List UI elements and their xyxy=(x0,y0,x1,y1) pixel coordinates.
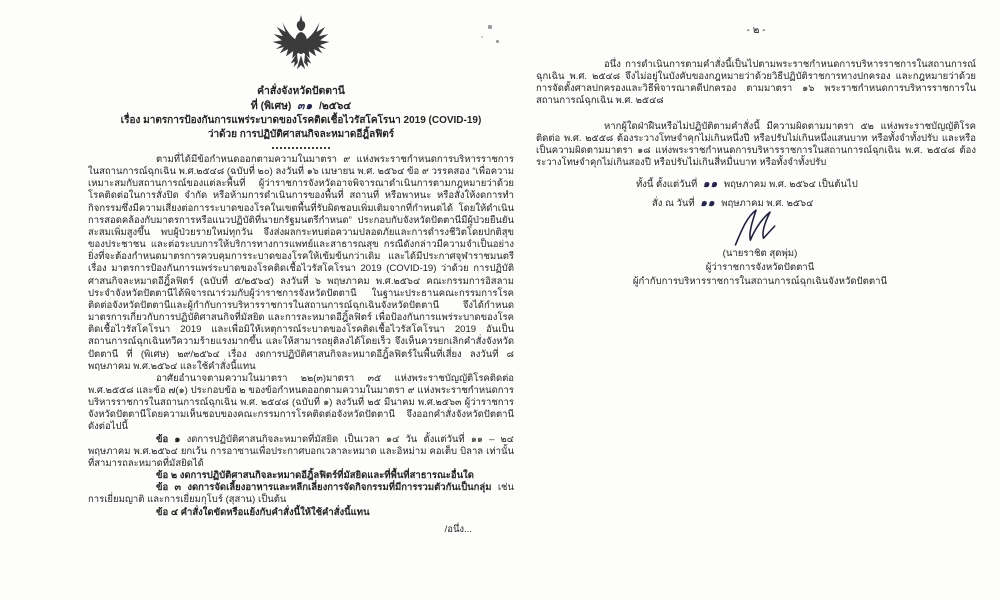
clause-2 xyxy=(88,470,514,482)
signature-ink xyxy=(728,207,784,249)
page-continuation-mark: /อนึ่ง... xyxy=(444,523,472,535)
order-subtitle: ว่าด้วย การปฏิบัติศาสนกิจละหมาดอีฎิ้ลฟิตร์ xyxy=(207,129,395,140)
paragraph-penalty: หากผู้ใดฝ่าฝืนหรือไม่ปฏิบัติตามคำสั่งนี้ มีความผิดตามมาตรา ๕๒ แห่งพระราชบัญญัติโรคติดต่อ พ.ศ. ๒๕๕๘ ต้องระวางโทษจำคุกไม่เกินหนึ่งปี หรือปรับไม่เกินหนึ่งแสนบาท หรือทั้งจำทั้งปรับ และหรือเป็นความผิดตามมาตรา ๑๘ แห่งพระราชกำหนดการบริหารราชการในสถานการณ์ฉุกเฉิน พ.ศ. ๒๕๔๘ ต้องระวางโทษจำคุกไม่เกินสองปี หรือปรับไม่เกินสี่หมื่นบาท หรือทั้งจำทั้งปรับ xyxy=(536,120,976,169)
clause-1 xyxy=(88,434,514,470)
effective-date-prefix: ทั้งนี้ ตั้งแต่วันที่ xyxy=(636,179,698,191)
clause-3-continuation: เช่น การเยี่ยมญาติ และการเยี่ยมกุโบร์ (สุสาน) เป็นต้น xyxy=(88,482,515,506)
order-date-suffix: พฤษภาคม พ.ศ. ๒๕๖๔ xyxy=(721,198,814,210)
handwritten-effective-day: ๑๑ xyxy=(702,178,719,191)
signature-block xyxy=(610,211,910,301)
order-number-suffix: /๒๕๖๔ xyxy=(319,101,352,112)
page2-body xyxy=(536,59,976,211)
dotted-separator xyxy=(272,147,330,149)
order-number-line xyxy=(88,99,514,114)
clause-4-label: ข้อ ๔ xyxy=(156,506,179,518)
order-title-text: คำสั่งจังหวัดปัตตานี xyxy=(257,86,345,97)
clause-2-label: ข้อ ๒ xyxy=(156,470,178,482)
document-page-1 xyxy=(88,6,514,537)
clause-4-text: คำสั่งใดขัดหรือแย้งกับคำสั่งนี้ให้ใช้คำสั่งนี้แทน xyxy=(180,506,370,518)
paragraph-legal-note: อนึ่ง การดำเนินการตามคำสั่งนี้เป็นไปตามพระราชกำหนดการบริหารราชการในสถานการณ์ฉุกเฉิน พ.ศ. ๒๕๔๘ จึงไม่อยู่ในบังคับของกฎหมายว่าด้วยวิธีปฏิบัติราชการทางปกครอง และกฎหมายว่าด้วยการจัดตั้งศาลปกครองและวิธีพิจารณาคดีปกครอง ตามมาตรา ๑๖ พระราชกำหนดการบริหารราชการในสถานการณ์ฉุกเฉิน พ.ศ. ๒๕๔๘ xyxy=(536,59,976,107)
order-date-prefix: สั่ง ณ วันที่ xyxy=(652,198,695,210)
clause-3 xyxy=(88,482,514,506)
effective-date-line xyxy=(536,178,976,191)
paragraph-preamble: ตามที่ได้มีข้อกำหนดออกตามความในมาตรา ๙ แห่งพระราชกำหนดการบริหารราชการในสถานการณ์ฉุกเฉิน พ.ศ.๒๕๔๘ (ฉบับที่ ๒๐) ลงวันที่ ๑๖ เมษายน พ.ศ. ๒๕๖๔ ข้อ ๙ วรรคสอง “เพื่อความเหมาะสมกับสถานการณ์ของแต่ละพื้นที่ ผู้ว่าราชการจังหวัดอาจพิจารณาดำเนินการตามกฎหมายว่าด้วยโรคติดต่อในการสั่งปิด จำกัด หรือห้ามการดำเนินการของพื้นที่ สถานที่ หรือพาหนะ หรือสั่งให้งดการทำกิจกรรมซึ่งมีความเสี่ยงต่อการระบาดของโรคในเขตพื้นที่รับผิดชอบเพิ่มเติมจากที่กำหนดได้ โดยให้ดำเนินการสอดคล้องกับมาตรการหรือแนวปฏิบัติที่นายกรัฐมนตรีกำหนด” ประกอบกับจังหวัดปัตตานีมีผู้ป่วยยืนยันสะสมเพิ่มสูงขึ้น พบผู้ป่วยรายใหม่ทุกวัน จึงส่งผลกระทบต่อความปลอดภัยและการดำรงชีวิตโดยปกติสุขของประชาชน และต่อระบบการให้บริการทางการแพทย์และสาธารณสุข กรณีดังกล่าวมีความจำเป็นอย่างยิ่งที่จะต้องกำหนดมาตรการควบคุมการระบาดของโรคให้เข้มข้นกว่าเดิม และได้มีประกาศจุฬาราชมนตรี เรื่อง มาตรการป้องกันการแพร่ระบาดของโรคติดเชื้อไวรัสโคโรนา 2019 (COVID-19) ว่าด้วย การปฏิบัติศาสนกิจละหมาดอีฎิ้ลฟิตร์ (ฉบับที่ ๕/๒๕๖๔) ลงวันที่ ๖ พฤษภาคม พ.ศ.๒๕๖๔ คณะกรรมการอิสลามประจำจังหวัดปัตตานีได้พิจารณาร่วมกับผู้ว่าราชการจังหวัดปัตตานี ในฐานะประธานคณะกรรมการโรคติดต่อจังหวัดปัตตานีและผู้กำกับการบริหารราชการในสถานการณ์ฉุกเฉินจังหวัดปัตตานี จึงได้กำหนดมาตรการเกี่ยวกับการปฏิบัติศาสนกิจที่มัสยิด และการละหมาดอีฎิ้ลฟิตร์ เพื่อป้องกันการแพร่ระบาดของโรคติดเชื้อไวรัสโคโรนา 2019 และเพื่อมิให้เหตุการณ์ระบาดของโรคติดเชื้อไวรัสโคโรนา 2019 อันเป็นสถานการณ์ฉุกเฉินทวีความร้ายแรงมากขึ้น และให้สามารถยุติลงได้โดยเร็ว จึงเห็นควรยกเลิกคำสั่งจังหวัดปัตตานี ที่ (พิเศษ) ๒๙/๒๕๖๔ เรื่อง งดการปฏิบัติศาสนกิจละหมาดอีฎิ้ลฟิตร์ในพื้นที่เสี่ยง ลงวันที่ ๘ พฤษภาคม พ.ศ.๒๕๖๔ และใช้คำสั่งนี้แทน xyxy=(88,154,514,372)
signer-title-emergency-director: ผู้กำกับการบริหารราชการในสถานการณ์ฉุกเฉินจังหวัดปัตตานี xyxy=(632,275,888,287)
clause-3-text: งดการจัดเลี้ยงอาหารและหลีกเลี่ยงการจัดกิจกรรมที่มีการรวมตัวกันเป็นกลุ่ม xyxy=(187,482,492,494)
clause-4 xyxy=(88,507,514,519)
page-number: - ๒ - xyxy=(746,25,766,36)
signature-lines xyxy=(610,247,910,289)
document-page-2 xyxy=(536,24,976,301)
clause-2-text: งดการปฏิบัติศาสนกิจละหมาดอีฎิ้ลฟิตร์ที่มัสยิดและที่พื้นที่สาธารณะอื่นใด xyxy=(179,470,474,482)
signer-name: (นายราชิต สุดพุ่ม) xyxy=(722,247,798,259)
order-number-prefix: ที่ (พิเศษ) xyxy=(250,101,292,112)
order-title xyxy=(88,85,514,99)
garuda-emblem xyxy=(270,10,332,82)
clause-1-text: งดการปฏิบัติศาสนกิจละหมาดที่มัสยิด เป็นเวลา ๑๔ วัน ตั้งแต่วันที่ ๑๑ – ๒๔ พฤษภาคม พ.ศ.๒๕๖๔ ยกเว้น การอาซานเพื่อประกาศบอกเวลาละหมาด และอิหม่าม คอเต็บ บิลาล เท่านั้นที่สามารถละหมาดที่มัสยิดได้ xyxy=(88,433,515,469)
paragraph-authority: อาศัยอำนาจตามความในมาตรา ๒๒(๓)มาตรา ๓๕ แห่งพระราชบัญญัติโรคติดต่อ พ.ศ.๒๕๕๘ และข้อ ๗(๑) ประกอบข้อ ๒ ของข้อกำหนดออกตามความในมาตรา ๙ แห่งพระราชกำหนดการบริหารราชการในสถานการณ์ฉุกเฉิน พ.ศ. ๒๕๔๘ (ฉบับที่ ๑) ลงวันที่ ๒๕ มีนาคม พ.ศ.๒๕๖๓ ผู้ว่าราชการจังหวัดปัตตานีโดยความเห็นชอบของคณะกรรมการโรคติดต่อจังหวัดปัตตานี จึงออกคำสั่งจังหวัดปัตตานี ดังต่อไปนี้ xyxy=(88,372,514,433)
handwritten-order-day: ๑๑ xyxy=(700,197,716,210)
handwritten-order-number: ๓๑ xyxy=(297,100,314,112)
clause-1-label: ข้อ ๑ xyxy=(156,433,181,445)
effective-date-suffix: พฤษภาคม พ.ศ. ๒๕๖๔ เป็นต้นไป xyxy=(723,179,858,191)
order-subject: เรื่อง มาตรการป้องกันการแพร่ระบาดของโรคติดเชื้อไวรัสโคโรนา 2019 (COVID-19) xyxy=(120,115,482,126)
clause-3-label: ข้อ ๓ xyxy=(156,482,182,494)
page1-body xyxy=(88,154,514,519)
order-date-line xyxy=(652,197,976,210)
signer-title-governor: ผู้ว่าราชการจังหวัดปัตตานี xyxy=(705,261,815,273)
